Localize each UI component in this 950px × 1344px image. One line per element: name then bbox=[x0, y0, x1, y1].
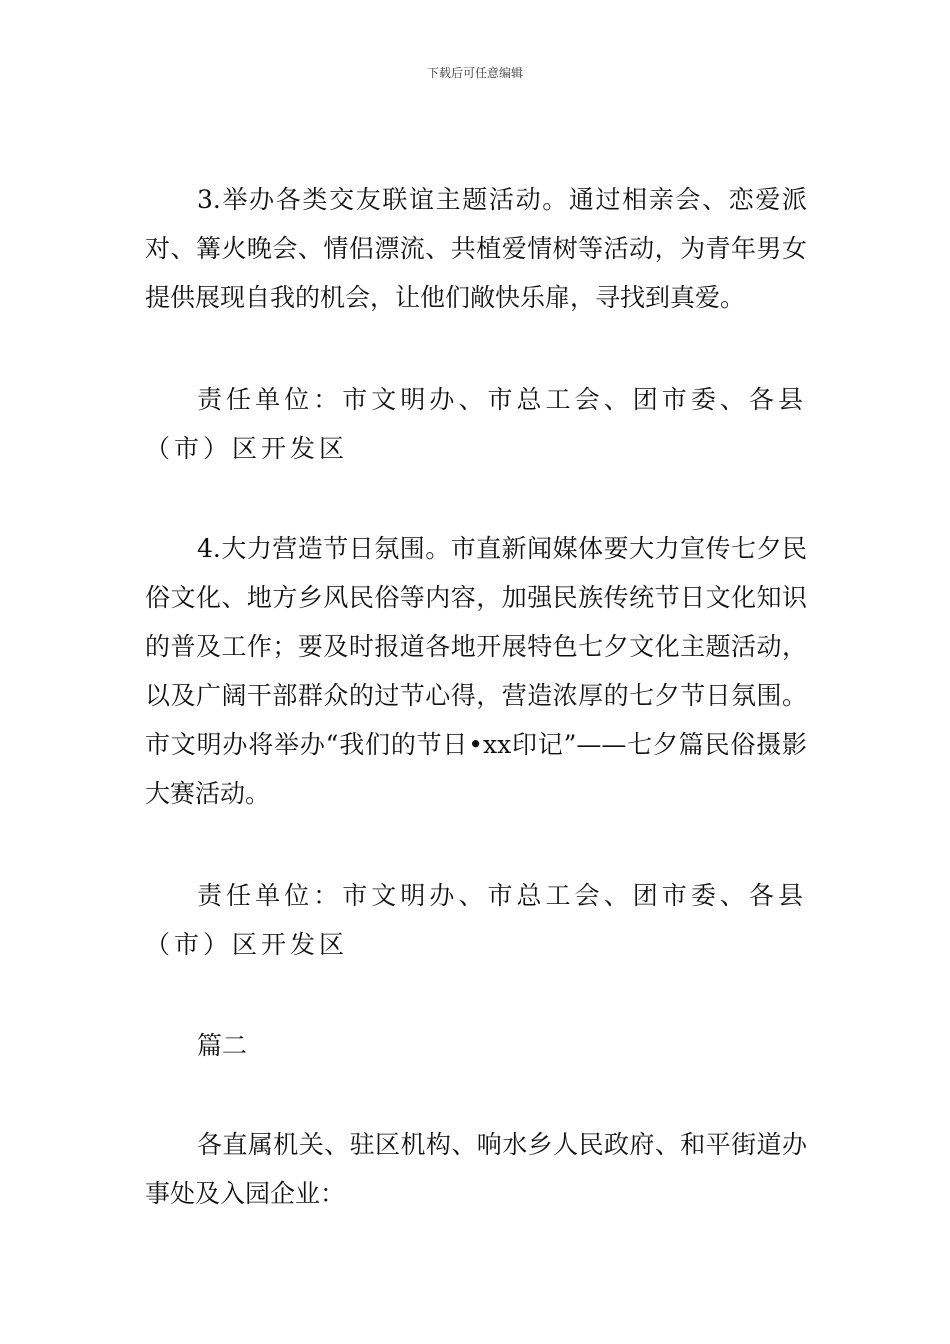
paragraph-addressee: 各直属机关、驻区机构、响水乡人民政府、和平街道办事处及入园企业： bbox=[145, 1130, 807, 1208]
page-header: 下载后可任意编辑 bbox=[426, 66, 523, 80]
paragraph-item-4: 4.大力营造节日氛围。市直新闻媒体要大力宣传七夕民俗文化、地方乡风民俗等内容，加强民族传统节日文化知识的普及工作；要及时报道各地开展特色七夕文化主题活动，以及广阔干部群众的过节心得，营造浓厚的七夕节日氛围。市文明办将举办“我们的节日•xx印记”——七夕篇民俗摄影大赛活动。 bbox=[145, 534, 807, 808]
section-title: 篇二 bbox=[197, 1031, 248, 1060]
paragraph-responsible-unit-1: 责任单位：市文明办、市总工会、团市委、各县（市）区开发区 bbox=[145, 385, 807, 463]
paragraph-item-3: 3.举办各类交友联谊主题活动。通过相亲会、恋爱派对、篝火晚会、情侣漂流、共植爱情树等活动，为青年男女提供展现自我的机会，让他们敞快乐扉，寻找到真爱。 bbox=[145, 185, 807, 312]
paragraph-responsible-unit-2: 责任单位：市文明办、市总工会、团市委、各县（市）区开发区 bbox=[145, 881, 807, 959]
